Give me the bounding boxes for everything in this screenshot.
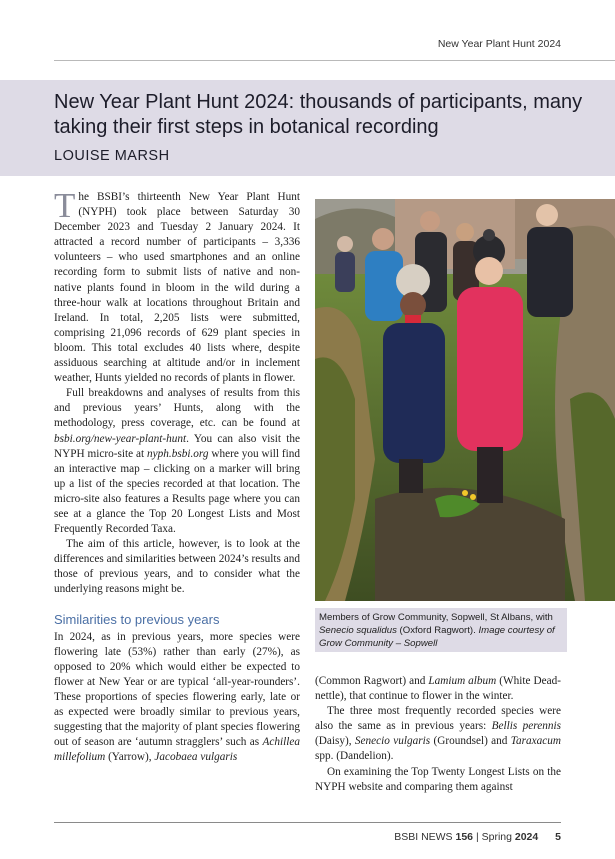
paragraph-5: (Common Ragwort) and Lamium album (White Dead-nettle), that continue to flower in the winter. [315, 675, 561, 703]
footer-issue: 156 [455, 831, 474, 843]
paragraph-7: On examining the Top Twenty Longest Lists on the NYPH website and comparing them against [315, 765, 561, 793]
photo-grow-community [315, 199, 615, 601]
paragraph-4: In 2024, as in previous years, more species were flowering late (53%) rather than early (27%), as opposed to 20% which would either be expected to flower at New Year or are typical ‘all-year-rounders’. These proportions of species flowering early, late or as expected were broadly similar to previous years, suggesting that the majority of plant species flowering out of season are ‘autumn stragglers’ such as Achillea millefolium (Yarrow), Jacobaea vulgaris [54, 630, 300, 764]
paragraph-6: The three most frequently recorded species were also the same as in previous years: Bellis perennis (Daisy), Senecio vulgaris (Groundsel) and Taraxacum spp. (Dandelion). [315, 705, 561, 763]
left-column [54, 186, 301, 765]
page-number: 5 [555, 831, 561, 843]
drop-cap: T [54, 186, 76, 225]
article-author: LOUISE MARSH [54, 148, 170, 164]
footer-rule [54, 822, 561, 823]
footer-publication: BSBI NEWS [394, 831, 453, 843]
section-heading: Similarities to previous years [54, 611, 220, 627]
person-back-left [335, 236, 355, 292]
photo-illustration [315, 199, 615, 601]
paragraph-1: The BSBI’s thirteenth New Year Plant Hunt (NYPH) took place between Saturday 30 December 2023 and Tuesday 2 January 2024. It attracted a record number of participants – 3,336 volunteers – who used smartphones and an online recording form to submit lists of native and non-native plants found in bloom in the wild during a three-hour walk at locations throughout Britain and Ireland. In total, 2,205 lists were submitted, comprising 21,096 records of 629 plant species in bloom. This total excludes 40 lists where, despite assiduous searching at altitude and/or in inclement weather, Hunts yielded no records of plants in flower. [54, 186, 300, 385]
link-bsbi[interactable]: bsbi.org/new-year-plant-hunt [54, 432, 187, 445]
header-rule [54, 60, 615, 61]
footer-season: | Spring [475, 831, 512, 843]
paragraph-2: Full breakdowns and analyses of results from this and previous years’ Hunts, along with the methodology, press coverage, etc. can be found at bsbi.org/new-year-plant-hunt. You can also visit the NYPH micro-site at nyph.bsbi.org where you will find an interactive map – clicking on a marker will bring up a list of the species recorded at that location. The micro-site also features a Results page where you can see at a glance the Top 20 Longest Lists and Most Frequently Recorded Taxa. [54, 387, 301, 536]
right-column [315, 674, 561, 795]
paragraph-3: The aim of this article, however, is to look at the differences and similarities between 2024’s results and those of previous years, and to consider what the underlying reasons might be. [54, 538, 300, 596]
footer-year: 2024 [514, 831, 539, 843]
article-title: New Year Plant Hunt 2024: thousands of participants, many taking their first steps in botanical recording [54, 91, 583, 138]
photo-caption: Members of Grow Community, Sopwell, St Albans, with Senecio squalidus (Oxford Ragwort). Image courtesy of Grow Community – Sopwell [315, 608, 567, 652]
running-head: New Year Plant Hunt 2024 [437, 38, 561, 50]
page-footer [394, 831, 561, 843]
link-nyph[interactable]: nyph.bsbi.org [147, 447, 209, 460]
